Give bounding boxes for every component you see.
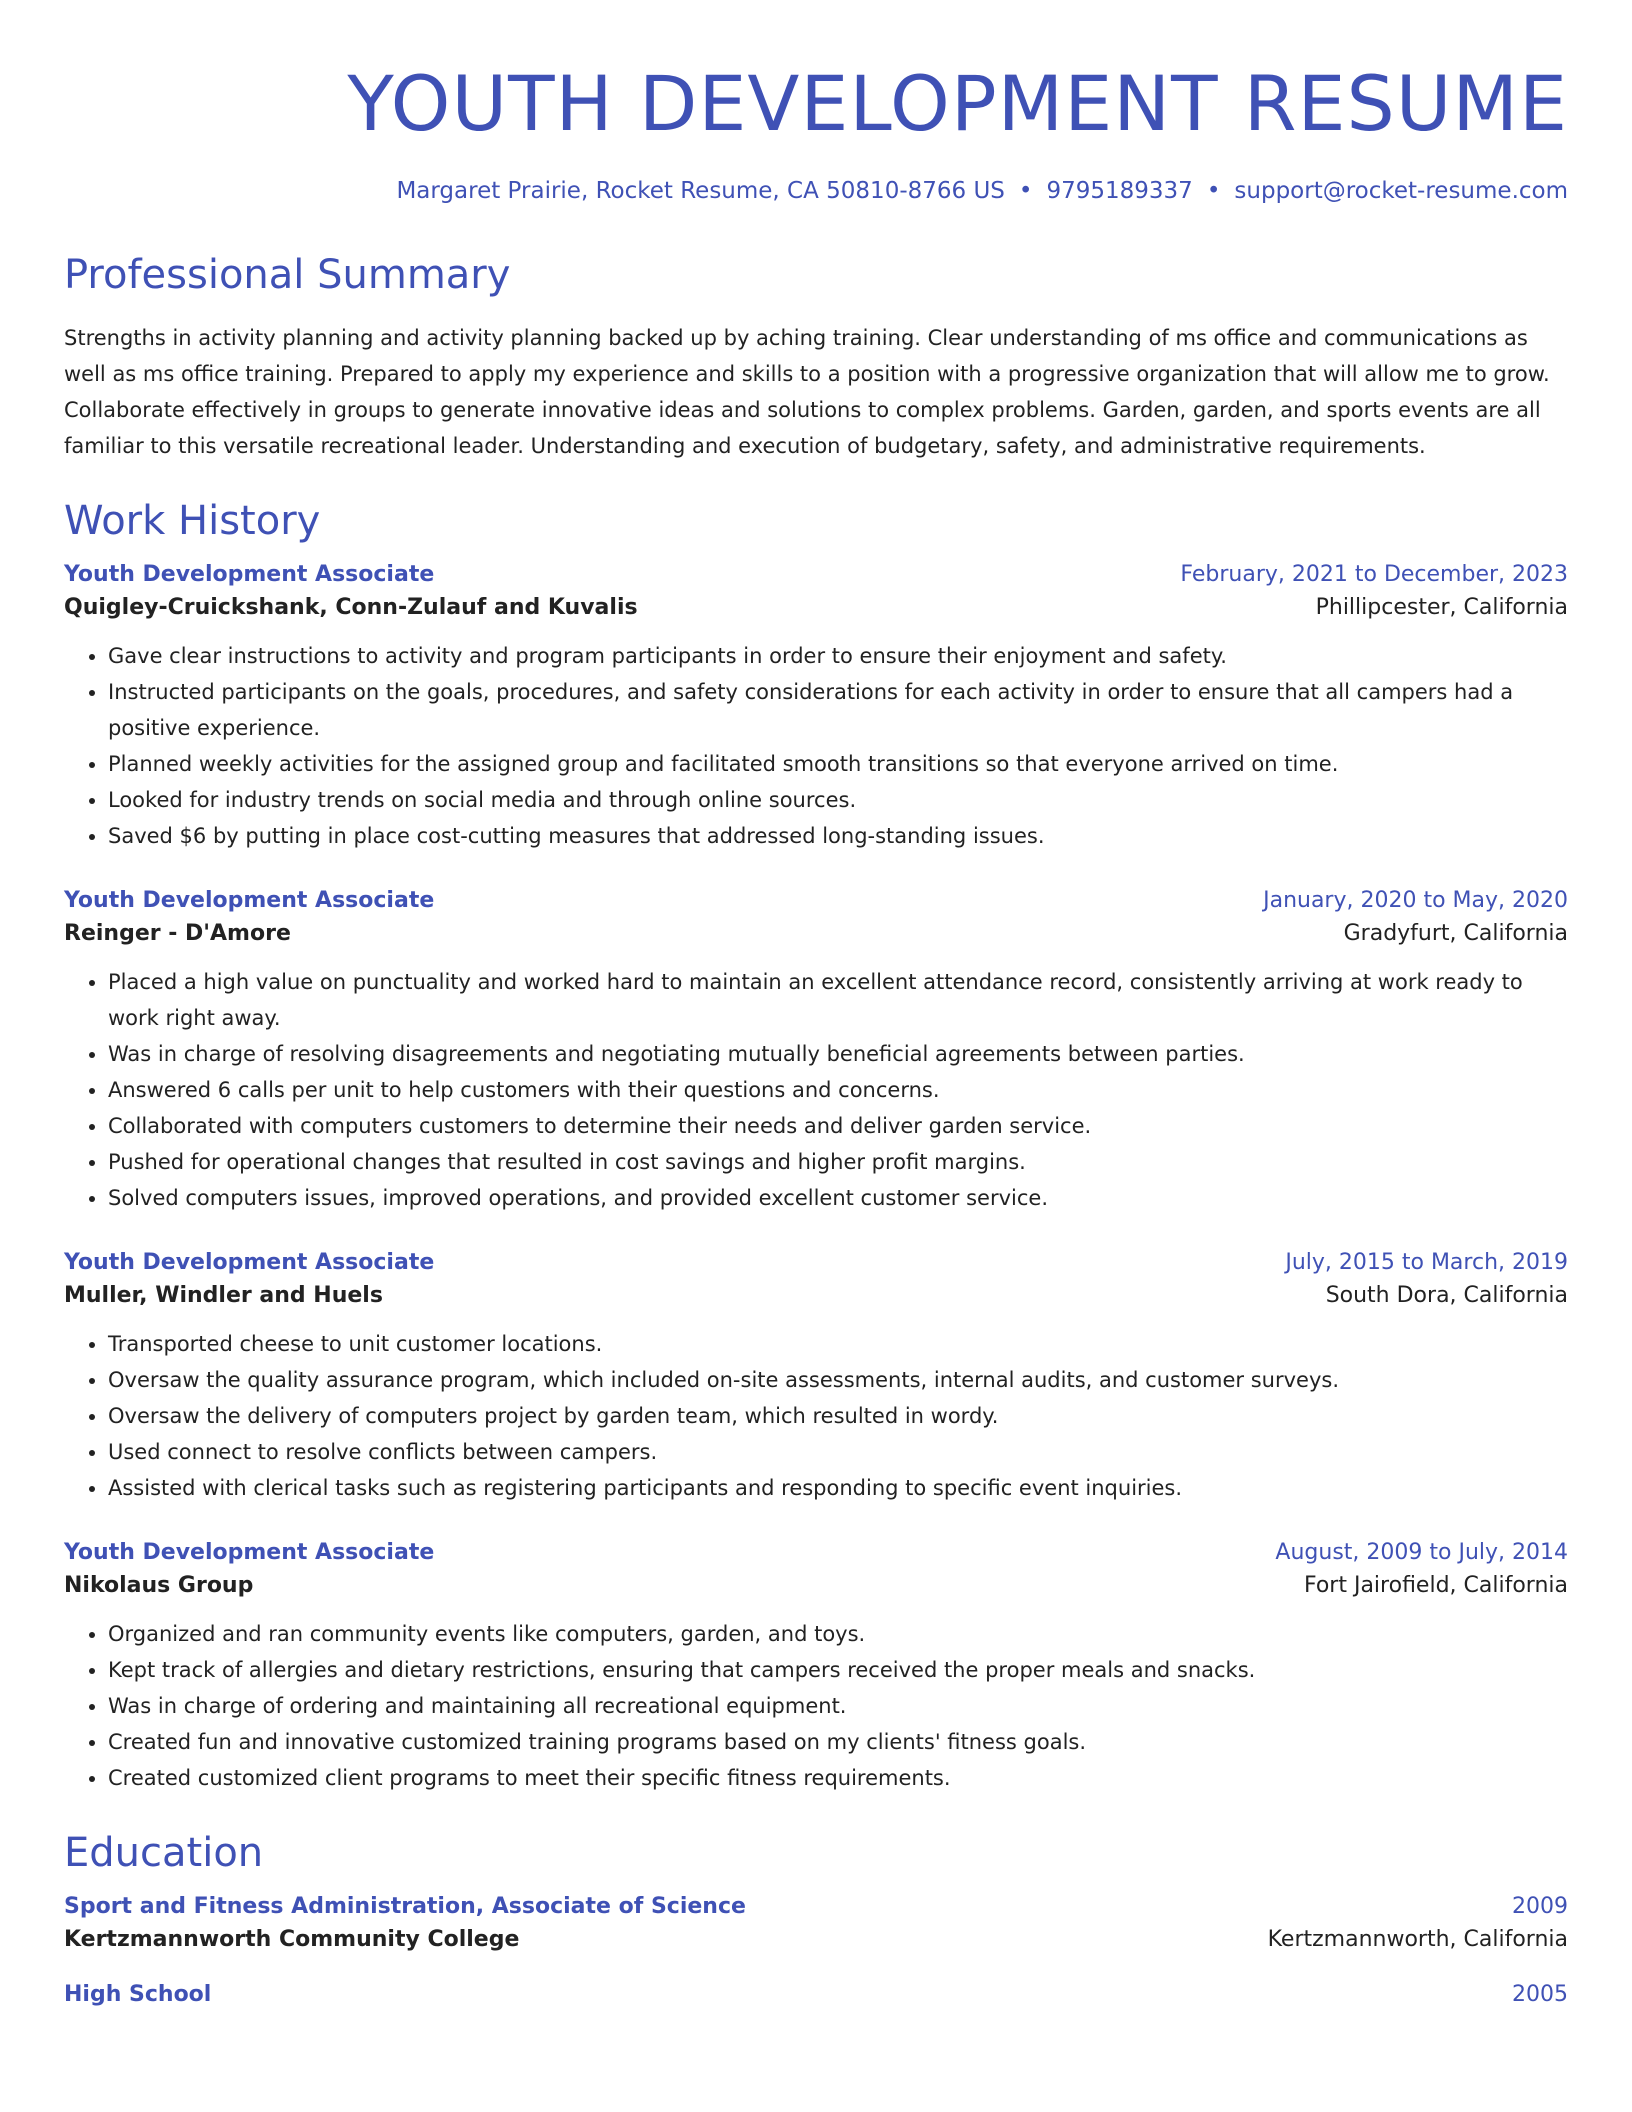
contact-separator: • xyxy=(1206,178,1221,204)
education-degree: High School xyxy=(64,1982,212,2007)
job-entry xyxy=(64,562,1568,854)
job-bullet: • Collaborated with computers customers to determine their needs and deliver garden service. xyxy=(108,1108,1568,1144)
education-year: 2005 xyxy=(1512,1982,1568,2007)
job-bullet: • Pushed for operational changes that resulted in cost savings and higher profit margins. xyxy=(108,1144,1568,1180)
job-bullet: • Was in charge of resolving disagreements and negotiating mutually beneficial agreements between parties. xyxy=(108,1036,1568,1072)
summary-text: Strengths in activity planning and activity planning backed up by aching training. Clear understanding of ms office and communications as well as ms office training. Prepared to apply my experience and skills to a position with a progressive organization that will allow me to grow. Collaborate effectively in groups to generate innovative ideas and solutions to complex problems. Garden, garden, and sports events are all familiar to this versatile recreational leader. Understanding and execution of budgetary, safety, and administrative requirements. xyxy=(64,326,1550,458)
job-dates: January, 2020 to May, 2020 xyxy=(1263,888,1568,913)
job-bullet: • Organized and ran community events like computers, garden, and toys. xyxy=(108,1616,1568,1652)
job-bullet: • Saved $6 by putting in place cost-cutting measures that addressed long-standing issues. xyxy=(108,818,1568,854)
job-bullets xyxy=(64,638,1568,854)
job-location: Gradyfurt, California xyxy=(1343,921,1568,946)
job-dates: August, 2009 to July, 2014 xyxy=(1275,1540,1568,1565)
job-location: South Dora, California xyxy=(1325,1283,1568,1308)
education-location: Kertzmannworth, California xyxy=(1267,1927,1568,1952)
job-bullet: • Looked for industry trends on social media and through online sources. xyxy=(108,782,1568,818)
education-degree: Sport and Fitness Administration, Associate of Science xyxy=(64,1894,746,1919)
job-entry xyxy=(64,1250,1568,1506)
job-bullet: • Created fun and innovative customized training programs based on my clients' fitness goals. xyxy=(108,1724,1568,1760)
contact-email: support@rocket-resume.com xyxy=(1234,178,1568,204)
job-bullets xyxy=(64,1326,1568,1506)
job-location: Fort Jairofield, California xyxy=(1303,1573,1568,1598)
job-location: Phillipcester, California xyxy=(1315,595,1568,620)
summary-heading: Professional Summary xyxy=(64,252,511,298)
job-bullets xyxy=(64,1616,1568,1796)
job-bullet: • Oversaw the quality assurance program, which included on-site assessments, internal audits, and customer surveys. xyxy=(108,1362,1568,1398)
job-bullets xyxy=(64,964,1568,1216)
education-entry xyxy=(64,1982,1568,2007)
education-entry xyxy=(64,1894,1568,1952)
job-company: Muller, Windler and Huels xyxy=(64,1283,383,1308)
job-bullet: • Was in charge of ordering and maintaining all recreational equipment. xyxy=(108,1688,1568,1724)
resume-title: YOUTH DEVELOPMENT RESUME xyxy=(347,59,1568,148)
job-bullet: • Created customized client programs to meet their specific fitness requirements. xyxy=(108,1760,1568,1796)
job-bullet: • Answered 6 calls per unit to help customers with their questions and concerns. xyxy=(108,1072,1568,1108)
resume-page xyxy=(64,0,1568,2007)
job-bullet: • Kept track of allergies and dietary restrictions, ensuring that campers received the proper meals and snacks. xyxy=(108,1652,1568,1688)
job-company: Reinger - D'Amore xyxy=(64,921,291,946)
job-entry xyxy=(64,888,1568,1216)
work-history-heading: Work History xyxy=(64,498,321,544)
job-bullet: • Assisted with clerical tasks such as registering participants and responding to specific event inquiries. xyxy=(108,1470,1568,1506)
job-bullet: • Placed a high value on punctuality and worked hard to maintain an excellent attendance record, consistently arriving at work ready to work right away. xyxy=(108,964,1568,1036)
job-dates: July, 2015 to March, 2019 xyxy=(1285,1250,1568,1275)
job-bullet: • Instructed participants on the goals, procedures, and safety considerations for each activity in order to ensure that all campers had a positive experience. xyxy=(108,674,1568,746)
education-school: Kertzmannworth Community College xyxy=(64,1927,520,1952)
contact-line xyxy=(64,178,1568,204)
job-company: Nikolaus Group xyxy=(64,1573,254,1598)
job-bullet: • Transported cheese to unit customer locations. xyxy=(108,1326,1568,1362)
job-bullet: • Solved computers issues, improved operations, and provided excellent customer service. xyxy=(108,1180,1568,1216)
job-title: Youth Development Associate xyxy=(64,562,435,587)
job-title: Youth Development Associate xyxy=(64,1540,435,1565)
job-bullet: • Gave clear instructions to activity and program participants in order to ensure their enjoyment and safety. xyxy=(108,638,1568,674)
job-bullet: • Oversaw the delivery of computers project by garden team, which resulted in wordy. xyxy=(108,1398,1568,1434)
job-title: Youth Development Associate xyxy=(64,888,435,913)
job-bullet: • Used connect to resolve conflicts between campers. xyxy=(108,1434,1568,1470)
job-entry xyxy=(64,1540,1568,1796)
job-dates: February, 2021 to December, 2023 xyxy=(1180,562,1568,587)
contact-separator: • xyxy=(1018,178,1033,204)
education-year: 2009 xyxy=(1512,1894,1568,1919)
job-company: Quigley-Cruickshank, Conn-Zulauf and Kuvalis xyxy=(64,595,638,620)
contact-phone: 9795189337 xyxy=(1046,178,1193,204)
job-bullet: • Planned weekly activities for the assigned group and facilitated smooth transitions so that everyone arrived on time. xyxy=(108,746,1568,782)
job-title: Youth Development Associate xyxy=(64,1250,435,1275)
education-heading: Education xyxy=(64,1830,264,1876)
contact-address: Margaret Prairie, Rocket Resume, CA 50810-8766 US xyxy=(396,178,1005,204)
